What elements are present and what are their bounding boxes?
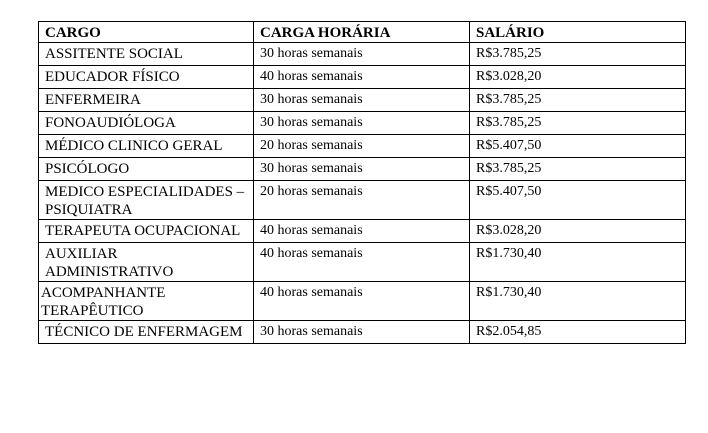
table-row bbox=[39, 66, 686, 89]
cargos-table bbox=[38, 21, 686, 344]
table-row bbox=[39, 158, 686, 181]
carga-cell: 30 horas semanais bbox=[254, 89, 470, 112]
header-row bbox=[39, 22, 686, 43]
salario-cell: R$1.730,40 bbox=[470, 243, 686, 282]
carga-cell: 30 horas semanais bbox=[254, 112, 470, 135]
salario-cell: R$3.028,20 bbox=[470, 220, 686, 243]
carga-cell: 20 horas semanais bbox=[254, 181, 470, 220]
cargo-cell: MEDICO ESPECIALIDADES – PSIQUIATRA bbox=[39, 181, 254, 220]
carga-cell: 20 horas semanais bbox=[254, 135, 470, 158]
table-row bbox=[39, 89, 686, 112]
table-row bbox=[39, 321, 686, 344]
table-row bbox=[39, 243, 686, 282]
salario-cell: R$3.785,25 bbox=[470, 158, 686, 181]
carga-cell: 30 horas semanais bbox=[254, 43, 470, 66]
cargo-cell: ASSITENTE SOCIAL bbox=[39, 43, 254, 66]
cargo-cell: ENFERMEIRA bbox=[39, 89, 254, 112]
salario-cell: R$3.785,25 bbox=[470, 112, 686, 135]
salario-cell: R$5.407,50 bbox=[470, 181, 686, 220]
salario-cell: R$3.785,25 bbox=[470, 89, 686, 112]
carga-cell: 40 horas semanais bbox=[254, 282, 470, 321]
carga-cell: 40 horas semanais bbox=[254, 220, 470, 243]
carga-cell: 40 horas semanais bbox=[254, 243, 470, 282]
header-cargo: CARGO bbox=[39, 22, 254, 43]
header-carga-horaria: CARGA HORÁRIA bbox=[254, 22, 470, 43]
carga-cell: 30 horas semanais bbox=[254, 158, 470, 181]
cargo-cell: MÉDICO CLINICO GERAL bbox=[39, 135, 254, 158]
salario-cell: R$3.785,25 bbox=[470, 43, 686, 66]
table-row bbox=[39, 112, 686, 135]
cargo-cell: TERAPEUTA OCUPACIONAL bbox=[39, 220, 254, 243]
cargo-cell: FONOAUDIÓLOGA bbox=[39, 112, 254, 135]
header-salario: SALÁRIO bbox=[470, 22, 686, 43]
cargo-cell: PSICÓLOGO bbox=[39, 158, 254, 181]
salario-cell: R$5.407,50 bbox=[470, 135, 686, 158]
carga-cell: 30 horas semanais bbox=[254, 321, 470, 344]
table-row bbox=[39, 135, 686, 158]
table-row bbox=[39, 43, 686, 66]
salario-cell: R$2.054,85 bbox=[470, 321, 686, 344]
salario-cell: R$3.028,20 bbox=[470, 66, 686, 89]
cargo-cell: TÉCNICO DE ENFERMAGEM bbox=[39, 321, 254, 344]
cargo-cell: ACOMPANHANTE TERAPÊUTICO bbox=[39, 282, 254, 321]
table-row bbox=[39, 181, 686, 220]
table-row bbox=[39, 282, 686, 321]
carga-cell: 40 horas semanais bbox=[254, 66, 470, 89]
cargo-cell: AUXILIAR ADMINISTRATIVO bbox=[39, 243, 254, 282]
table-row bbox=[39, 220, 686, 243]
salario-cell: R$1.730,40 bbox=[470, 282, 686, 321]
cargo-cell: EDUCADOR FÍSICO bbox=[39, 66, 254, 89]
